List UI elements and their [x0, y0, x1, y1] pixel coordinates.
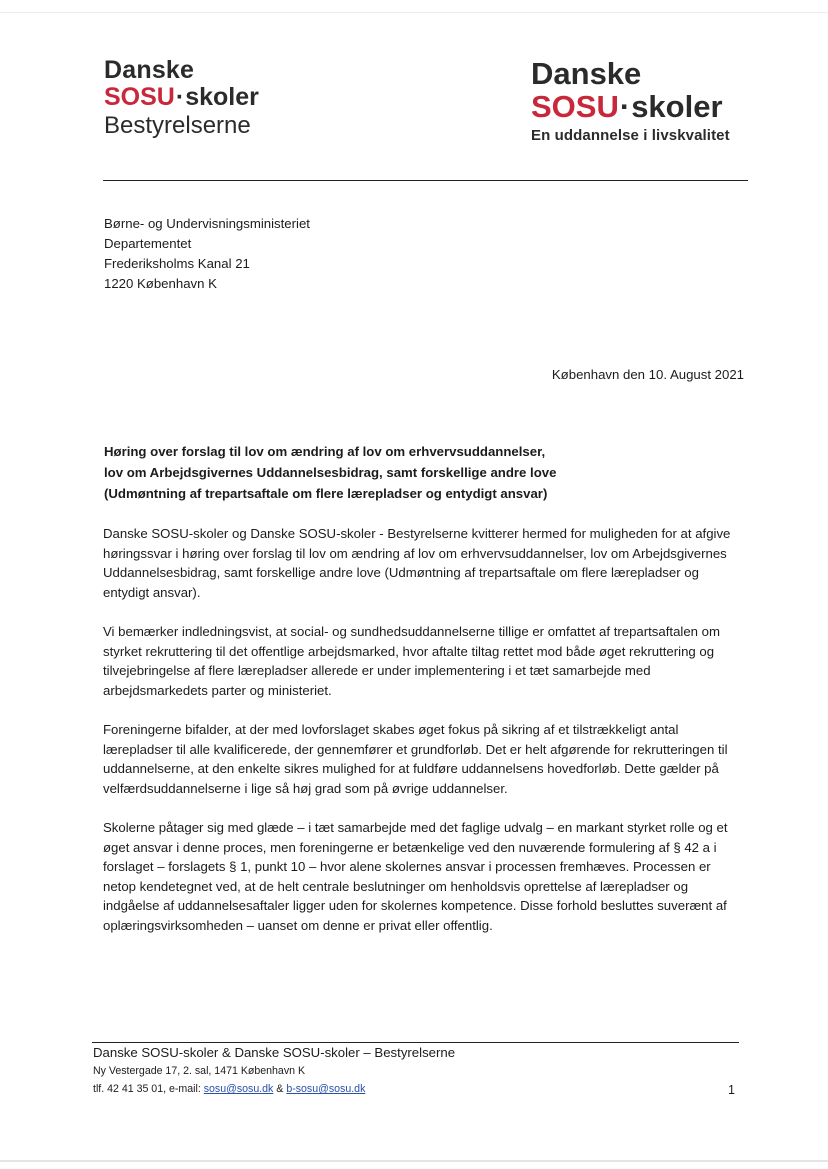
header-divider	[103, 180, 748, 181]
footer	[93, 1044, 455, 1098]
email-link-b-sosu[interactable]: b-sosu@sosu.dk	[286, 1083, 366, 1095]
page-number: 1	[728, 1083, 735, 1097]
logo-right-tagline: En uddannelse i livskvalitet	[531, 127, 730, 144]
subject-line: Høring over forslag til lov om ændring af lov om erhvervsuddannelser,	[104, 444, 546, 459]
logo-left-skoler: skoler	[185, 83, 259, 111]
footer-contact-prefix: tlf. 42 41 35 01, e-mail:	[93, 1083, 204, 1095]
logo-left-line3: Bestyrelserne	[104, 112, 251, 139]
logo-right-sosu: SOSU	[531, 89, 619, 124]
logo-right-dot: ·	[619, 89, 631, 124]
scan-edge-bottom	[0, 1160, 828, 1162]
body-paragraph: Danske SOSU-skoler og Danske SOSU-skoler - Bestyrelserne kvitterer hermed for muligheden for at afgive høringssvar i høring over forslag til lov om ændring af lov om erhvervsuddannelser, lov om Arbejdsgivernes Uddannelsesbidrag, samt forskellige andre love (Udmøntning af trepartsaftale om flere lærepladser og entydigt ansvar).	[103, 526, 731, 600]
recipient-address	[104, 214, 310, 294]
logo-danske-sosu-skoler	[531, 58, 730, 143]
body-paragraph: Foreningerne bifalder, at der med lovforslaget skabes øget fokus på sikring af et tilstrækkeligt antal lærepladser til alle kvalificerede, der gennemfører et grundforløb. Det er helt afgørende for rekrutteringen til uddannelserne, at den enkelte sikres mulighed for at fuldføre uddannelsens hovedforløb. Dette gælder på velfærdsuddannelserne i lige så høj grad som på øvrige uddannelser.	[103, 722, 728, 796]
subject-line: (Udmøntning af trepartsaftale om flere lærepladser og entydigt ansvar)	[104, 486, 548, 501]
letter-body	[103, 524, 743, 955]
footer-org: Danske SOSU-skoler & Danske SOSU-skoler – Bestyrelserne	[93, 1045, 456, 1060]
logo-left-dot: ·	[175, 83, 185, 111]
scan-edge-top	[0, 12, 828, 13]
letter-date: København den 10. August 2021	[551, 367, 744, 382]
footer-address: Ny Vestergade 17, 2. sal, 1471 København K	[93, 1065, 306, 1077]
logo-right-line1: Danske	[531, 56, 642, 91]
subject-line: lov om Arbejdsgivernes Uddannelsesbidrag, samt forskellige andre love	[104, 465, 557, 480]
logo-left-line2	[104, 85, 259, 110]
recipient-line: 1220 København K	[104, 276, 217, 291]
body-paragraph: Vi bemærker indledningsvist, at social- og sundhedsuddannelserne tillige er omfattet af trepartsaftalen om styrket rekruttering til det offentlige arbejdsmarked, hvor aftalte tiltag rettet mod både øget rekruttering og tilvejebringelse af flere lærepladser allerede er under implementering i et tæt samarbejde med arbejdsmarkedets parter og ministeriet.	[103, 624, 720, 698]
body-paragraph: Skolerne påtager sig med glæde – i tæt samarbejde med det faglige udvalg – en markant styrket rolle og et øget ansvar i denne proces, men foreningerne er betænkelige ved den nuværende formulering af § 42 a i forslaget – forslagets § 1, punkt 10 – hvor alene skolernes ansvar i processen fremhæves. Processen er netop kendetegnet ved, at de helt centrale beslutninger om henholdsvis oprettelse af lærepladser og indgåelse af uddannelsesaftaler ligger uden for skolernes kompetence. Disse forhold besluttes suverænt af oplæringsvirksomheden – uanset om denne er privat eller offentlig.	[103, 820, 728, 933]
logo-right-skoler: skoler	[631, 89, 723, 124]
footer-contact	[93, 1080, 455, 1098]
logo-right-line2	[531, 91, 730, 122]
letter-subject	[104, 441, 744, 504]
email-link-sosu[interactable]: sosu@sosu.dk	[203, 1083, 274, 1095]
recipient-line: Børne- og Undervisningsministeriet	[104, 216, 310, 231]
footer-amp: &	[273, 1083, 287, 1095]
logo-bestyrelserne	[104, 58, 259, 138]
footer-divider	[92, 1042, 739, 1043]
logo-left-line1: Danske	[104, 56, 195, 84]
recipient-line: Departementet	[104, 236, 192, 251]
logo-left-sosu: SOSU	[104, 83, 175, 111]
recipient-line: Frederiksholms Kanal 21	[104, 256, 250, 271]
